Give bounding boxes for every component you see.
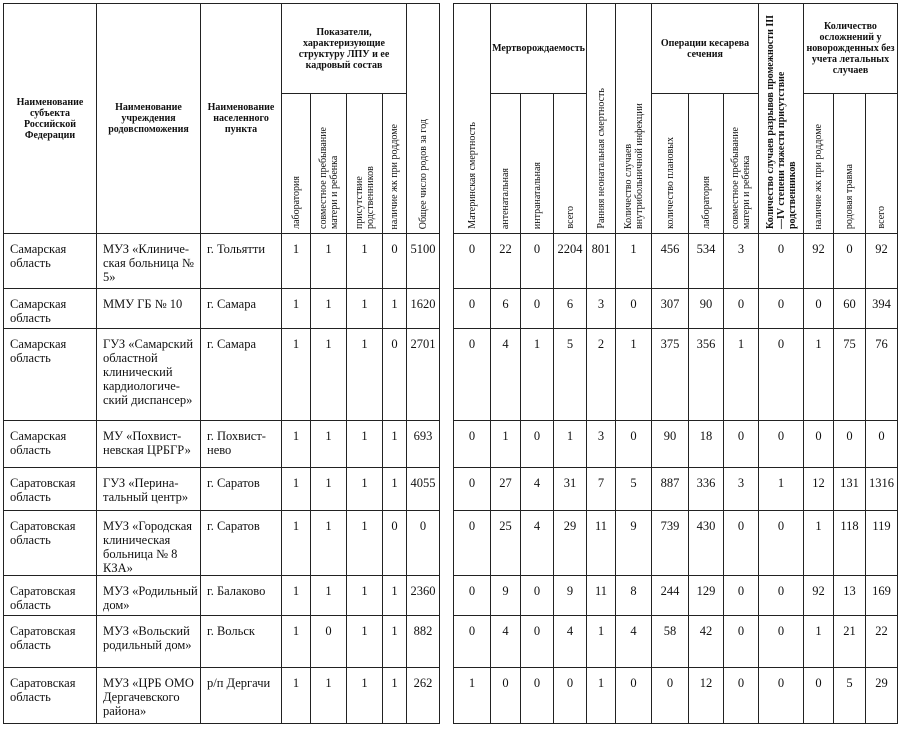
value-cell: 25 <box>491 511 521 576</box>
header-cesarean-group: Операции кесарева сечения <box>652 4 759 94</box>
value-cell: 12 <box>689 668 724 724</box>
value-cell: 0 <box>759 616 804 668</box>
value-cell: 0 <box>383 234 407 289</box>
value-cell: 29 <box>554 511 587 576</box>
value-cell: 0 <box>724 576 759 616</box>
value-cell: 1 <box>311 668 347 724</box>
region-cell: Саратовская область <box>4 668 97 724</box>
value-cell: 1 <box>347 289 383 329</box>
value-cell: 0 <box>759 421 804 468</box>
value-cell: 1 <box>491 421 521 468</box>
value-cell: 1 <box>759 468 804 511</box>
value-cell: 1 <box>383 289 407 329</box>
value-cell: 0 <box>521 421 554 468</box>
value-cell: 1 <box>383 668 407 724</box>
institution-cell: МУЗ «Клиническая больница № 5» <box>97 234 201 289</box>
value-cell: 169 <box>866 576 898 616</box>
value-cell: 4 <box>521 468 554 511</box>
value-cell: 76 <box>866 329 898 421</box>
gap-cell <box>440 576 454 616</box>
value-cell: 0 <box>759 289 804 329</box>
value-cell: 4 <box>616 616 652 668</box>
value-cell: 129 <box>689 576 724 616</box>
value-cell: 0 <box>454 511 491 576</box>
city-cell: г. Саратов <box>201 511 282 576</box>
gap-cell <box>440 234 454 289</box>
value-cell: 0 <box>454 289 491 329</box>
header-antenatal: антенатальная <box>491 94 521 234</box>
value-cell: 0 <box>311 616 347 668</box>
value-cell: 882 <box>407 616 440 668</box>
city-cell: г. Самара <box>201 329 282 421</box>
header-intranatal: интранатальная <box>521 94 554 234</box>
value-cell: 1 <box>724 329 759 421</box>
value-cell: 3 <box>724 468 759 511</box>
value-cell: 2360 <box>407 576 440 616</box>
value-cell: 1 <box>383 616 407 668</box>
value-cell: 887 <box>652 468 689 511</box>
header-structure-group: Показатели, характеризующие структуру ЛПУ и ее кадровый состав <box>282 4 407 94</box>
value-cell: 0 <box>454 468 491 511</box>
value-cell: 1 <box>454 668 491 724</box>
value-cell: 92 <box>804 576 834 616</box>
value-cell: 1 <box>347 234 383 289</box>
header-subject: Наименование субъекта Российской Федерации <box>4 4 97 234</box>
value-cell: 739 <box>652 511 689 576</box>
value-cell: 5 <box>554 329 587 421</box>
value-cell: 0 <box>804 289 834 329</box>
table-row <box>4 511 898 576</box>
value-cell: 31 <box>554 468 587 511</box>
header-birth-trauma: родовая травма <box>834 94 866 234</box>
value-cell: 22 <box>866 616 898 668</box>
value-cell: 1 <box>521 329 554 421</box>
institution-cell: МУЗ «Родильный дом» <box>97 576 201 616</box>
value-cell: 1 <box>804 329 834 421</box>
value-cell: 27 <box>491 468 521 511</box>
value-cell: 1 <box>311 468 347 511</box>
header-gap <box>440 4 454 234</box>
region-cell: Самарская область <box>4 289 97 329</box>
table-row <box>4 329 898 421</box>
value-cell: 0 <box>724 289 759 329</box>
value-cell: 0 <box>491 668 521 724</box>
header-locality: Наименование населенного пункта <box>201 4 282 234</box>
value-cell: 1 <box>616 234 652 289</box>
table-header <box>4 4 898 234</box>
value-cell: 0 <box>521 616 554 668</box>
value-cell: 430 <box>689 511 724 576</box>
value-cell: 0 <box>724 421 759 468</box>
value-cell: 1 <box>311 576 347 616</box>
value-cell: 244 <box>652 576 689 616</box>
value-cell: 356 <box>689 329 724 421</box>
value-cell: 1 <box>282 668 311 724</box>
table-row <box>4 234 898 289</box>
value-cell: 75 <box>834 329 866 421</box>
value-cell: 3 <box>587 289 616 329</box>
value-cell: 0 <box>759 668 804 724</box>
value-cell: 4 <box>491 329 521 421</box>
value-cell: 1 <box>383 576 407 616</box>
value-cell: 0 <box>759 511 804 576</box>
value-cell: 119 <box>866 511 898 576</box>
value-cell: 13 <box>834 576 866 616</box>
value-cell: 3 <box>587 421 616 468</box>
value-cell: 1 <box>347 616 383 668</box>
value-cell: 92 <box>866 234 898 289</box>
value-cell: 1 <box>282 468 311 511</box>
value-cell: 1620 <box>407 289 440 329</box>
value-cell: 0 <box>759 329 804 421</box>
value-cell: 131 <box>834 468 866 511</box>
gap-cell <box>440 329 454 421</box>
value-cell: 0 <box>521 289 554 329</box>
value-cell: 1 <box>282 289 311 329</box>
value-cell: 9 <box>554 576 587 616</box>
value-cell: 42 <box>689 616 724 668</box>
region-cell: Саратовская область <box>4 616 97 668</box>
value-cell: 1 <box>383 421 407 468</box>
region-cell: Самарская область <box>4 329 97 421</box>
value-cell: 1 <box>282 421 311 468</box>
value-cell: 1 <box>282 329 311 421</box>
value-cell: 1 <box>282 616 311 668</box>
region-cell: Самарская область <box>4 234 97 289</box>
header-planned-count: количество плановых <box>652 94 689 234</box>
value-cell: 11 <box>587 511 616 576</box>
value-cell: 262 <box>407 668 440 724</box>
value-cell: 118 <box>834 511 866 576</box>
institution-cell: ГУЗ «Самарский областной клинический кардиологический диспансер» <box>97 329 201 421</box>
value-cell: 336 <box>689 468 724 511</box>
value-cell: 90 <box>652 421 689 468</box>
city-cell: г. Балаково <box>201 576 282 616</box>
value-cell: 1 <box>347 576 383 616</box>
value-cell: 1 <box>587 668 616 724</box>
value-cell: 0 <box>521 234 554 289</box>
header-cohabitation: совместное пребывание матери и ребенка <box>311 94 347 234</box>
region-cell: Саратовская область <box>4 511 97 576</box>
value-cell: 1 <box>587 616 616 668</box>
header-gc-in-maternity: наличие жк при роддоме <box>383 94 407 234</box>
value-cell: 1 <box>347 511 383 576</box>
value-cell: 12 <box>804 468 834 511</box>
gap-cell <box>440 511 454 576</box>
value-cell: 0 <box>554 668 587 724</box>
city-cell: г. Похвистнево <box>201 421 282 468</box>
value-cell: 0 <box>724 616 759 668</box>
value-cell: 0 <box>616 421 652 468</box>
value-cell: 5 <box>834 668 866 724</box>
value-cell: 693 <box>407 421 440 468</box>
header-total-births: Общее число родов за год <box>407 4 440 234</box>
value-cell: 394 <box>866 289 898 329</box>
value-cell: 0 <box>834 234 866 289</box>
gap-cell <box>440 421 454 468</box>
value-cell: 1 <box>347 668 383 724</box>
value-cell: 0 <box>804 421 834 468</box>
header-cs-laboratory: лаборатория <box>689 94 724 234</box>
value-cell: 0 <box>759 234 804 289</box>
value-cell: 6 <box>554 289 587 329</box>
value-cell: 0 <box>521 576 554 616</box>
institution-cell: МУ «Похвистневская ЦРБГР» <box>97 421 201 468</box>
header-early-neonatal: Ранняя неонатальная смертность <box>587 4 616 234</box>
value-cell: 0 <box>724 668 759 724</box>
institution-cell: МУЗ «Вольский родильный дом» <box>97 616 201 668</box>
value-cell: 0 <box>724 511 759 576</box>
value-cell: 2 <box>587 329 616 421</box>
value-cell: 90 <box>689 289 724 329</box>
value-cell: 0 <box>383 329 407 421</box>
value-cell: 1 <box>383 468 407 511</box>
table-row <box>4 421 898 468</box>
header-institution: Наименование учреждения родовспоможения <box>97 4 201 234</box>
value-cell: 7 <box>587 468 616 511</box>
value-cell: 92 <box>804 234 834 289</box>
city-cell: г. Саратов <box>201 468 282 511</box>
value-cell: 1316 <box>866 468 898 511</box>
institution-cell: МУЗ «ЦРБ ОМО Дергачевского района» <box>97 668 201 724</box>
value-cell: 375 <box>652 329 689 421</box>
table-row <box>4 668 898 724</box>
value-cell: 18 <box>689 421 724 468</box>
value-cell: 0 <box>759 576 804 616</box>
city-cell: г. Самара <box>201 289 282 329</box>
value-cell: 21 <box>834 616 866 668</box>
value-cell: 1 <box>804 616 834 668</box>
value-cell: 0 <box>454 421 491 468</box>
value-cell: 1 <box>311 234 347 289</box>
value-cell: 6 <box>491 289 521 329</box>
header-nc-gc-in-maternity: наличие жк при роддоме <box>804 94 834 234</box>
value-cell: 0 <box>454 616 491 668</box>
table-body <box>4 234 898 724</box>
header-cs-cohabitation: совместное пребывание матери и ребенка <box>724 94 759 234</box>
value-cell: 1 <box>311 289 347 329</box>
gap-cell <box>440 668 454 724</box>
value-cell: 1 <box>347 421 383 468</box>
value-cell: 58 <box>652 616 689 668</box>
value-cell: 456 <box>652 234 689 289</box>
value-cell: 0 <box>616 668 652 724</box>
value-cell: 1 <box>282 234 311 289</box>
value-cell: 0 <box>834 421 866 468</box>
value-cell: 0 <box>866 421 898 468</box>
header-infections: Количество случаев внутрибольничной инфекции <box>616 4 652 234</box>
header-maternal-mortality: Материнская смертность <box>454 4 491 234</box>
gap-cell <box>440 616 454 668</box>
value-cell: 0 <box>804 668 834 724</box>
city-cell: г. Вольск <box>201 616 282 668</box>
value-cell: 29 <box>866 668 898 724</box>
header-laboratory: лаборатория <box>282 94 311 234</box>
header-complications-group: Количество осложнений у новорожденных без учета летальных случаев <box>804 4 898 94</box>
value-cell: 8 <box>616 576 652 616</box>
table-row <box>4 576 898 616</box>
value-cell: 9 <box>491 576 521 616</box>
value-cell: 0 <box>383 511 407 576</box>
value-cell: 0 <box>407 511 440 576</box>
value-cell: 0 <box>616 289 652 329</box>
institution-cell: МУЗ «Городская клиническая больница № 8 КЗА» <box>97 511 201 576</box>
value-cell: 1 <box>311 329 347 421</box>
value-cell: 4 <box>554 616 587 668</box>
value-cell: 534 <box>689 234 724 289</box>
header-stillbirth-total: всего <box>554 94 587 234</box>
value-cell: 11 <box>587 576 616 616</box>
value-cell: 1 <box>311 511 347 576</box>
header-ruptures: Количество случаев разрывов промежности III—IV степени тяжести присутствие родственников <box>759 4 804 234</box>
value-cell: 307 <box>652 289 689 329</box>
city-cell: р/п Дергачи <box>201 668 282 724</box>
header-stillbirth-group: Мертворождаемость <box>491 4 587 94</box>
value-cell: 3 <box>724 234 759 289</box>
value-cell: 2204 <box>554 234 587 289</box>
value-cell: 60 <box>834 289 866 329</box>
value-cell: 1 <box>804 511 834 576</box>
value-cell: 1 <box>282 576 311 616</box>
value-cell: 0 <box>652 668 689 724</box>
value-cell: 4055 <box>407 468 440 511</box>
region-cell: Самарская область <box>4 421 97 468</box>
value-cell: 0 <box>454 576 491 616</box>
value-cell: 9 <box>616 511 652 576</box>
value-cell: 1 <box>282 511 311 576</box>
region-cell: Саратовская область <box>4 468 97 511</box>
gap-cell <box>440 468 454 511</box>
value-cell: 1 <box>311 421 347 468</box>
value-cell: 1 <box>347 329 383 421</box>
institution-cell: ГУЗ «Перинатальный центр» <box>97 468 201 511</box>
table-row <box>4 289 898 329</box>
data-table <box>3 3 898 724</box>
value-cell: 2701 <box>407 329 440 421</box>
table-row <box>4 616 898 668</box>
city-cell: г. Тольятти <box>201 234 282 289</box>
value-cell: 5 <box>616 468 652 511</box>
value-cell: 1 <box>616 329 652 421</box>
value-cell: 4 <box>521 511 554 576</box>
value-cell: 4 <box>491 616 521 668</box>
value-cell: 5100 <box>407 234 440 289</box>
value-cell: 0 <box>521 668 554 724</box>
header-nc-total: всего <box>866 94 898 234</box>
value-cell: 0 <box>454 329 491 421</box>
region-cell: Саратовская область <box>4 576 97 616</box>
institution-cell: ММУ ГБ № 10 <box>97 289 201 329</box>
value-cell: 22 <box>491 234 521 289</box>
gap-cell <box>440 289 454 329</box>
header-relatives: присутствие родственников <box>347 94 383 234</box>
value-cell: 801 <box>587 234 616 289</box>
table-row <box>4 468 898 511</box>
value-cell: 1 <box>554 421 587 468</box>
value-cell: 1 <box>347 468 383 511</box>
value-cell: 0 <box>454 234 491 289</box>
